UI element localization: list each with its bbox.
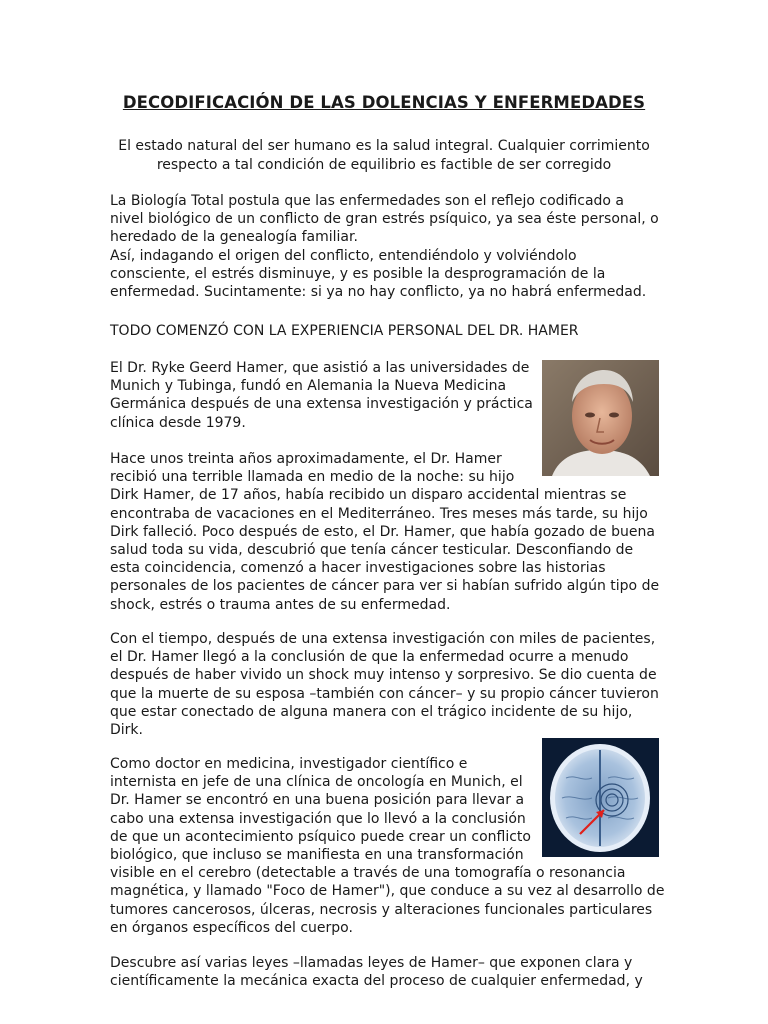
- paragraph-hamer-laws: [110, 954, 643, 990]
- text-line: en órganos específicos del cuerpo.: [110, 919, 353, 936]
- text-line: El Dr. Ryke Geerd Hamer, que asistió a las universidades de: [110, 360, 530, 376]
- text-line: personales de los pacientes de cáncer para ver si habían sufrido algún tipo de: [110, 578, 660, 595]
- text-line: consciente, el estrés disminuye, y es posible la desprogramación de la: [110, 265, 606, 282]
- text-line: Como doctor en medicina, investigador científico e: [110, 756, 468, 772]
- text-line: Dirk Hamer, de 17 años, había recibido un disparo accidental mientras se: [110, 487, 627, 504]
- text-line: heredado de la genealogía familiar.: [110, 229, 358, 246]
- text-line: Con el tiempo, después de una extensa investigación con miles de pacientes,: [110, 631, 656, 647]
- text-line: Dirk falleció. Poco después de esto, el Dr. Hamer, que había gozado de buena: [110, 523, 655, 540]
- intro-line: El estado natural del ser humano es la salud integral. Cualquier corrimiento: [118, 138, 650, 154]
- text-line: La Biología Total postula que las enfermedades son el reflejo codificado a: [110, 193, 625, 209]
- text-line: Dirk.: [110, 722, 143, 739]
- section-heading: TODO COMENZÓ CON LA EXPERIENCIA PERSONAL DEL DR. HAMER: [110, 323, 579, 339]
- text-line: clínica desde 1979.: [110, 414, 246, 431]
- text-line: Descubre así varias leyes –llamadas leyes de Hamer– que exponen clara y: [110, 955, 633, 971]
- text-line: internista en jefe de una clínica de oncología en Munich, el: [110, 774, 523, 791]
- intro-quote: [100, 137, 668, 175]
- paragraph-conclusion: [110, 630, 659, 739]
- text-line: salud toda su vida, descubrió que tenía cáncer testicular. Desconfiando de: [110, 542, 634, 559]
- text-line: encontraba de vacaciones en el Mediterráneo. Tres meses más tarde, su hijo: [110, 505, 648, 522]
- text-line: tumores cancerosos, úlceras, necrosis y alteraciones funcionales particulares: [110, 901, 653, 918]
- text-line: shock, estrés o trauma antes de su enfermedad.: [110, 596, 451, 613]
- text-line: esta coincidencia, comenzó a hacer investigaciones sobre las historias: [110, 560, 606, 577]
- text-line: de que un acontecimiento psíquico puede crear un conflicto: [110, 828, 531, 845]
- text-line: Germánica después de una extensa investigación y práctica: [110, 396, 533, 413]
- intro-line: respecto a tal condición de equilibrio es factible de ser corregido: [156, 157, 612, 173]
- paragraph-hamer-intro: [110, 359, 533, 432]
- page-title: DECODIFICACIÓN DE LAS DOLENCIAS Y ENFERMEDADES: [122, 93, 646, 112]
- paragraph-biologia-total: [110, 192, 659, 301]
- text-line: el Dr. Hamer llegó a la conclusión de que la enfermedad ocurre a menudo: [110, 649, 629, 666]
- text-line: nivel biológico de un conflicto de gran estrés psíquico, ya sea éste personal, o: [110, 211, 659, 228]
- text-line: biológico, que incluso se manifiesta en una transformación: [110, 847, 524, 864]
- text-line: después de haber vivido un shock muy intenso y sorpresivo. Se dio cuenta de: [110, 667, 657, 684]
- text-line: Dr. Hamer se encontró en una buena posición para llevar a: [110, 792, 525, 809]
- text-line: que estar conectado de alguna manera con el trágico incidente de su hijo,: [110, 703, 633, 720]
- paragraph-investigation: [110, 755, 664, 937]
- text-line: recibió una terrible llamada en medio de la noche: su hijo: [110, 469, 515, 486]
- text-line: enfermedad. Sucintamente: si ya no hay conflicto, ya no habrá enfermedad.: [110, 284, 647, 301]
- paragraph-hamer-story: [110, 450, 659, 614]
- text-line: Munich y Tubinga, fundó en Alemania la Nueva Medicina: [110, 378, 507, 395]
- text-line: cabo una extensa investigación que lo llevó a la conclusión: [110, 810, 526, 827]
- text-line: magnética, y llamado "Foco de Hamer"), que conduce a su vez al desarrollo de: [110, 883, 665, 900]
- text-line: científicamente la mecánica exacta del proceso de cualquier enfermedad, y: [110, 973, 643, 990]
- text-line: que la muerte de su esposa –también con cáncer– y su propio cáncer tuvieron: [110, 685, 659, 702]
- text-line: Hace unos treinta años aproximadamente, el Dr. Hamer: [110, 451, 502, 467]
- text-line: visible en el cerebro (detectable a través de una tomografía o resonancia: [110, 865, 626, 882]
- text-line: Así, indagando el origen del conflicto, entendiéndolo y volviéndolo: [110, 247, 577, 264]
